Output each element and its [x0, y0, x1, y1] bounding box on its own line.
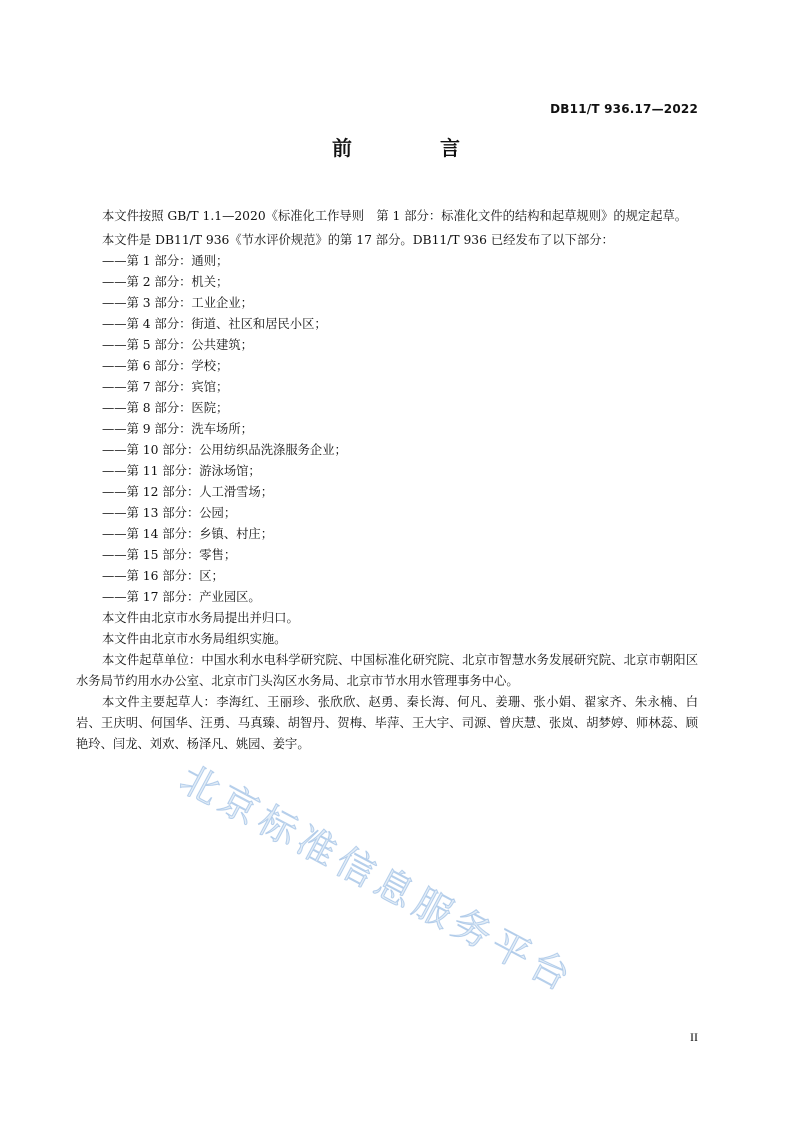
paragraph-series-info: 本文件是 DB11/T 936《节水评价规范》的第 17 部分。DB11/T 936 已经发布了以下部分： — [102, 233, 614, 247]
list-item: ——第 9 部分：洗车场所； — [102, 422, 253, 436]
page-number: II — [690, 1030, 698, 1044]
list-item: ——第 16 部分：区； — [102, 569, 224, 583]
list-item: ——第 10 部分：公用纺织品洗涤服务企业； — [102, 443, 347, 457]
list-item: ——第 17 部分：产业园区。 — [102, 590, 261, 604]
list-item: ——第 1 部分：通则； — [102, 254, 229, 268]
paragraph-implementer: 本文件由北京市水务局组织实施。 — [102, 632, 287, 646]
list-item: ——第 12 部分：人工滑雪场； — [102, 485, 274, 499]
list-item: ——第 11 部分：游泳场馆； — [102, 464, 261, 478]
list-item: ——第 8 部分：医院； — [102, 401, 229, 415]
list-item: ——第 3 部分：工业企业； — [102, 296, 253, 310]
list-item: ——第 5 部分：公共建筑； — [102, 338, 253, 352]
watermark: 北京标准信息服务平台 — [173, 756, 583, 1002]
list-item: ——第 14 部分：乡镇、村庄； — [102, 527, 274, 541]
paragraph-drafters: 本文件主要起草人：李海红、王丽珍、张欣欣、赵勇、秦长海、何凡、姜珊、张小娟、翟家齐、朱永楠、白岩、王庆明、何国华、汪勇、马真臻、胡智丹、贺梅、毕萍、王大宇、司源、曾庆慧、张岚、胡梦婷、师林蕊、顾艳玲、闫龙、刘欢、杨泽凡、姚园、姜宇。 — [76, 695, 698, 751]
paragraph-drafting-basis: 本文件按照 GB/T 1.1—2020《标准化工作导则 第 1 部分：标准化文件的结构和起草规则》的规定起草。 — [102, 209, 688, 223]
document-body — [76, 205, 698, 755]
paragraph-drafting-units: 本文件起草单位：中国水利水电科学研究院、中国标准化研究院、北京市智慧水务发展研究院、北京市朝阳区水务局节约用水办公室、北京市门头沟区水务局、北京市节水用水管理事务中心。 — [76, 653, 698, 688]
paragraph-proposer: 本文件由北京市水务局提出并归口。 — [102, 611, 299, 625]
list-item: ——第 4 部分：街道、社区和居民小区； — [102, 317, 327, 331]
list-item: ——第 2 部分：机关； — [102, 275, 229, 289]
parts-list — [76, 251, 698, 608]
list-item: ——第 15 部分：零售； — [102, 548, 237, 562]
list-item: ——第 7 部分：宾馆； — [102, 380, 229, 394]
list-item: ——第 13 部分：公园； — [102, 506, 237, 520]
page-title: 前 言 — [332, 136, 494, 160]
document-code: DB11/T 936.17—2022 — [550, 102, 698, 116]
list-item: ——第 6 部分：学校； — [102, 359, 229, 373]
